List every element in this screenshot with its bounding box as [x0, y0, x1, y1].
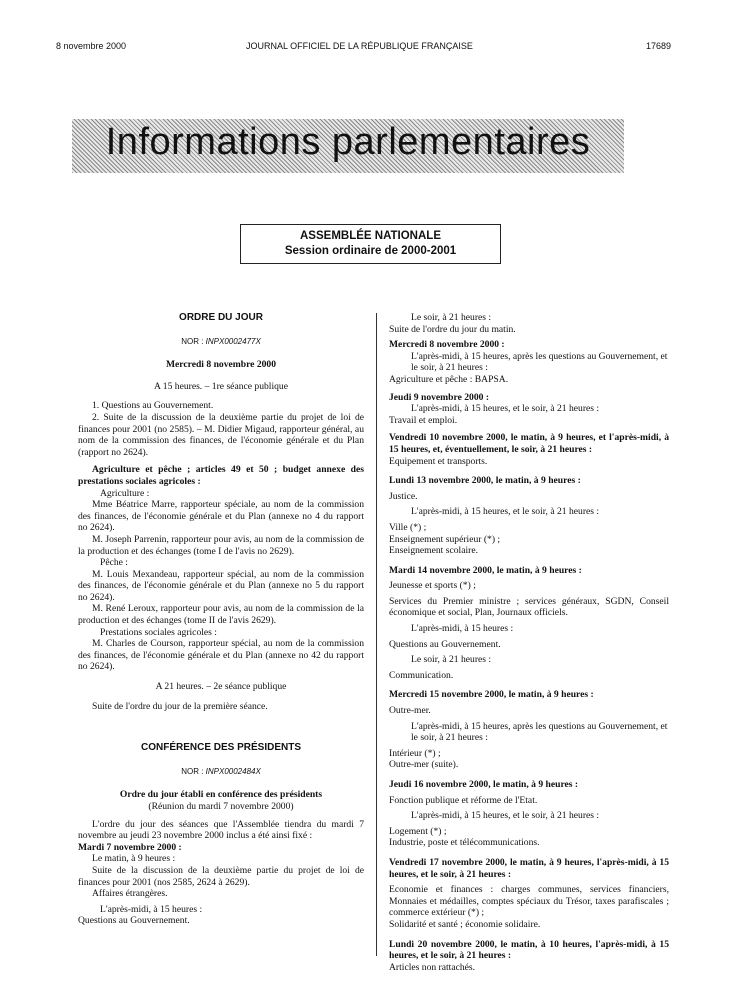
left-column	[78, 312, 364, 927]
agriculture-heading: Agriculture et pêche ; articles 49 et 50 ; budget annexe des prestations sociales agricoles :	[78, 464, 364, 487]
suite-discussion: Suite de la discussion de la deuxième partie du projet de loi de finances pour 2001 (nos 2585, 2624 à 2629).	[78, 864, 364, 888]
sitting-date: Mercredi 8 novembre 2000	[165, 359, 277, 371]
first-sitting: A 15 heures. – 1re séance publique	[153, 380, 288, 392]
day-heading-jeu-9: Jeudi 9 novembre 2000 :	[389, 391, 490, 403]
fonction-publique: Fonction publique et réforme de l'Etat.	[389, 794, 538, 806]
travail-emploi: Travail et emploi.	[389, 414, 458, 426]
interieur: Intérieur (*) ;	[389, 747, 441, 759]
day-heading-mer-8: Mercredi 8 novembre 2000 :	[389, 339, 505, 351]
agenda-item-1: 1. Questions au Gouvernement.	[92, 400, 214, 412]
afternoon-time: L'après-midi, à 15 heures :	[100, 903, 203, 915]
peche-rapporteur-1: M. Louis Mexandeau, rapporteur spécial, au nom de la commission des finances, de l'économie générale et du Plan (annexe no 5 du rapport no 2624).	[78, 568, 364, 603]
header-journal-title: JOURNAL OFFICIEL DE LA RÉPUBLIQUE FRANÇAISE	[246, 41, 473, 51]
peche-rapporteur-2: M. René Leroux, rapporteur pour avis, au nom de la commission de la production et des échanges (tome II de l'avis 2629).	[78, 603, 364, 627]
day-heading-mar-14: Mardi 14 novembre 2000, le matin, à 9 heures :	[389, 564, 582, 576]
column-divider	[376, 313, 377, 956]
outre-mer-suite: Outre-mer (suite).	[389, 759, 459, 771]
day-heading-mardi-7: Mardi 7 novembre 2000 :	[78, 841, 182, 853]
economie-finances: Economie et finances : charges communes, services financiers, Monnaies et médailles, comptes spéciaux du Trésor, taxes parafiscales ; commerce extérieur (*) ;	[389, 884, 669, 919]
day-heading-jeu-16: Jeudi 16 novembre 2000, le matin, à 9 heures :	[389, 779, 579, 790]
logement: Logement (*) ;	[389, 825, 447, 837]
affaires-etrangeres: Affaires étrangères.	[92, 888, 168, 900]
assembly-session-box	[240, 224, 501, 264]
day-heading-lun-13: Lundi 13 novembre 2000, le matin, à 9 heures :	[389, 475, 581, 487]
ordre-conference-heading: Ordre du jour établi en conférence des présidents	[119, 789, 323, 801]
banner-title: Informations parlementaires	[105, 121, 591, 163]
conference-intro: L'ordre du jour des séances que l'Assemblée tiendra du mardi 7 novembre au jeudi 23 novembre 2000 inclus a été ainsi fixé :	[78, 818, 364, 842]
agriculture-bapsa: Agriculture et pêche : BAPSA.	[389, 373, 509, 385]
nor-reference-1: NOR : INPX0002477X	[181, 336, 261, 346]
jeu-16-afternoon: L'après-midi, à 15 heures, et le soir, à 21 heures :	[411, 810, 600, 822]
day-heading-ven-10: Vendredi 10 novembre 2000, le matin, à 9 heures, et l'après-midi, à 15 heures, et, éventuellement, le soir, à 21 heures :	[389, 432, 669, 455]
jeu-9-times: L'après-midi, à 15 heures, et le soir, à 21 heures :	[411, 403, 600, 415]
agriculture-rapporteur-1: Mme Béatrice Marre, rapporteur spéciale, au nom de la commission des finances, de l'économie générale et du Plan (annexe no 4 du rapport no 2624).	[78, 499, 364, 534]
prestations-rapporteur: M. Charles de Courson, rapporteur spécial, au nom de la commission des finances, de l'économie générale et du Plan (annexe no 42 du rapport no 2624).	[78, 638, 364, 673]
agriculture-rapporteur-2: M. Joseph Parrenin, rapporteur pour avis, au nom de la commission de la production et des échanges (tome I de l'avis no 2629).	[78, 533, 364, 557]
mer-8-times: L'après-midi, à 15 heures, après les questions au Gouvernement, et le soir, à 21 heures :	[411, 350, 668, 374]
mer-15-afternoon: L'après-midi, à 15 heures, après les questions au Gouvernement, et le soir, à 21 heures :	[411, 720, 668, 744]
agenda-item-2: 2. Suite de la discussion de la deuxième partie du projet de loi de finances pour 2001 (no 2585). – M. Didier Migaud, rapporteur général, au nom de la commission des finances, de l'économie générale et du Plan (rapport no 2624).	[78, 411, 364, 458]
evening-time: Le soir, à 21 heures :	[411, 312, 492, 323]
prestations-label: Prestations sociales agricoles :	[100, 626, 217, 638]
solidarite-sante: Solidarité et santé ; économie solidaire.	[389, 918, 541, 930]
second-sitting-content: Suite de l'ordre du jour de la première séance.	[92, 700, 268, 712]
reunion-date: (Réunion du mardi 7 novembre 2000)	[148, 801, 294, 812]
peche-label: Pêche :	[100, 557, 128, 569]
communication: Communication.	[389, 669, 454, 681]
conference-title: CONFÉRENCE DES PRÉSIDENTS	[140, 742, 302, 754]
ville: Ville (*) ;	[389, 521, 427, 533]
articles-non-rattaches: Articles non rattachés.	[389, 961, 476, 973]
session-name: Session ordinaire de 2000-2001	[284, 245, 457, 257]
assembly-name: ASSEMBLÉE NATIONALE	[300, 230, 441, 242]
header-date: 8 novembre 2000	[56, 41, 127, 51]
suite-matin: Suite de l'ordre du jour du matin.	[389, 323, 516, 335]
right-column	[389, 312, 669, 973]
outre-mer: Outre-mer.	[389, 705, 431, 717]
jeunesse-sports: Jeunesse et sports (*) ;	[389, 580, 476, 592]
agriculture-label: Agriculture :	[100, 487, 150, 499]
enseignement-superieur: Enseignement supérieur (*) ;	[389, 533, 501, 545]
day-heading-mer-15: Mercredi 15 novembre 2000, le matin, à 9 heures :	[389, 689, 594, 701]
industrie-poste: Industrie, poste et télécommunications.	[389, 837, 540, 849]
services-premier-ministre: Services du Premier ministre ; services généraux, SGDN, Conseil économique et social, Plan, Journaux officiels.	[389, 595, 669, 619]
header-page-number: 17689	[646, 41, 672, 51]
justice: Justice.	[389, 490, 418, 502]
section-banner	[72, 119, 624, 173]
day-heading-ven-17: Vendredi 17 novembre 2000, le matin, à 9 heures, l'après-midi, à 15 heures, et le soir, à 21 heures :	[389, 856, 669, 880]
ordre-du-jour-title: ORDRE DU JOUR	[179, 312, 263, 323]
day-heading-lun-20: Lundi 20 novembre 2000, le matin, à 10 heures, l'après-midi, à 15 heures, et le soir, à 21 heures :	[389, 938, 669, 962]
mar-14-evening: Le soir, à 21 heures :	[411, 654, 492, 666]
lun-13-afternoon: L'après-midi, à 15 heures, et le soir, à 21 heures :	[411, 506, 600, 518]
morning-time: Le matin, à 9 heures :	[92, 853, 176, 865]
second-sitting: A 21 heures. – 2e séance publique	[155, 681, 287, 693]
equipement-transports: Equipement et transports.	[389, 455, 488, 467]
nor-reference-2: NOR : INPX0002484X	[181, 766, 261, 776]
questions-gouvernement-r: Questions au Gouvernement.	[389, 638, 501, 650]
questions-gouvernement: Questions au Gouvernement.	[78, 915, 190, 927]
enseignement-scolaire: Enseignement scolaire.	[389, 545, 478, 557]
mar-14-afternoon: L'après-midi, à 15 heures :	[411, 623, 514, 635]
